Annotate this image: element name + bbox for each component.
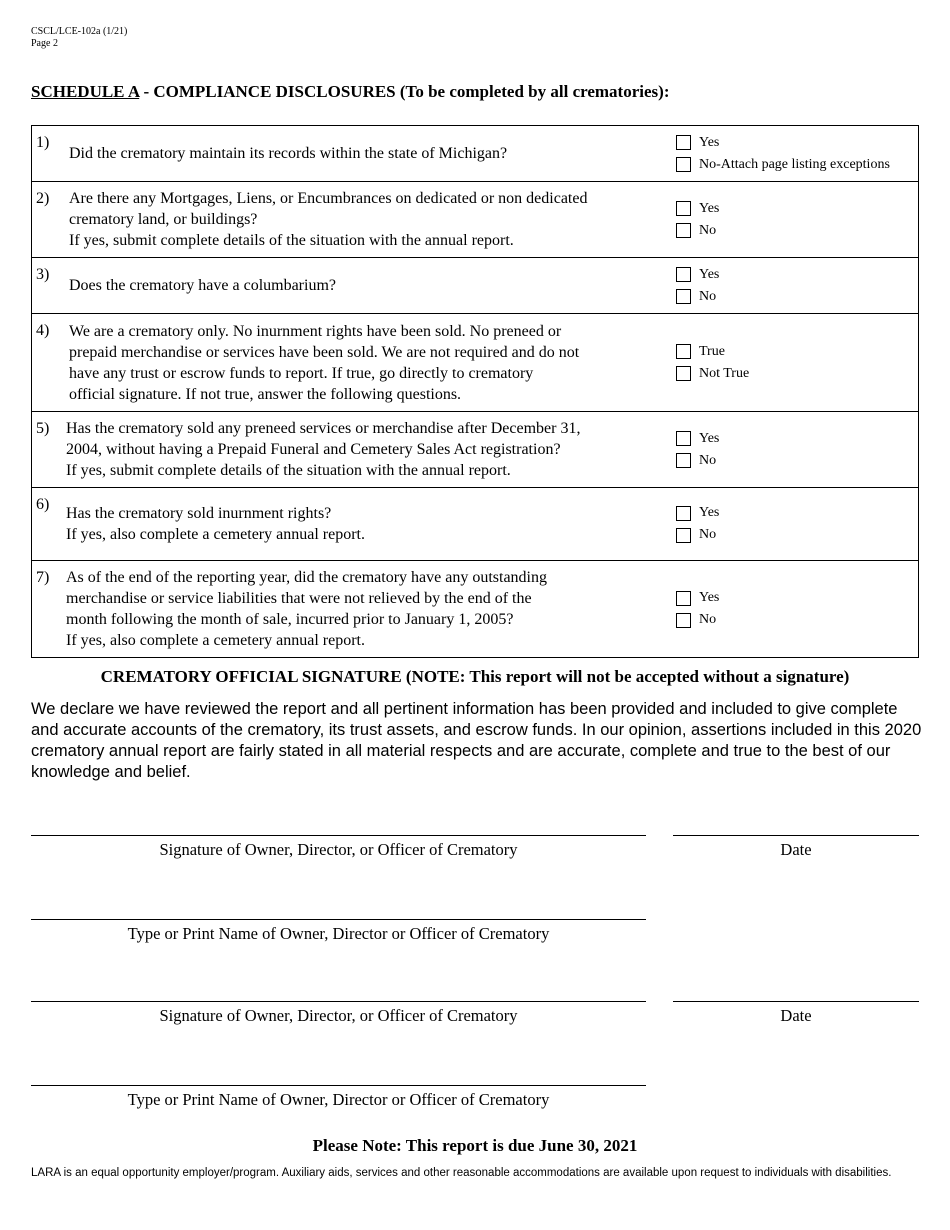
checkbox[interactable] xyxy=(676,157,691,172)
question-cell xyxy=(32,412,671,488)
page-number: Page 2 xyxy=(31,38,58,49)
answer-option[interactable] xyxy=(676,450,918,472)
answer-options xyxy=(670,314,919,412)
answer-option[interactable] xyxy=(676,587,918,609)
question-text-line: prepaid merchandise or services have been sold. We are not required and do not xyxy=(69,343,580,361)
schedule-label: SCHEDULE A xyxy=(31,82,140,101)
footer-disclaimer: LARA is an equal opportunity employer/program. Auxiliary aids, services and other reasonable accommodations are available upon request to individuals with disabilities. xyxy=(31,1167,892,1179)
option-label: Yes xyxy=(699,266,720,282)
question-row-3 xyxy=(32,258,919,314)
question-number: 3) xyxy=(36,266,50,283)
question-text-line: crematory land, or buildings? xyxy=(69,211,258,228)
date-label-2: Date xyxy=(780,1006,812,1025)
answer-option[interactable] xyxy=(676,428,918,450)
checkbox[interactable] xyxy=(676,366,691,381)
question-text-line: merchandise or service liabilities that were not relieved by the end of the xyxy=(66,590,532,607)
question-text-line: Has the crematory sold inurnment rights? xyxy=(66,505,332,522)
checkbox[interactable] xyxy=(676,135,691,150)
signature-line-1[interactable] xyxy=(31,835,646,836)
question-number: 7) xyxy=(36,569,50,586)
checkbox[interactable] xyxy=(676,431,691,446)
option-label: Yes xyxy=(699,505,720,520)
question-text-line: If yes, also complete a cemetery annual report. xyxy=(66,526,365,543)
question-text-line: Are there any Mortgages, Liens, or Encumbrances on dedicated or non dedicated xyxy=(69,190,588,207)
question-text-line: If yes, submit complete details of the situation with the annual report. xyxy=(69,232,514,249)
question-number: 6) xyxy=(36,496,50,513)
date-label-1: Date xyxy=(780,840,812,859)
checkbox[interactable] xyxy=(676,267,691,282)
question-cell xyxy=(32,258,671,314)
date-line-1[interactable] xyxy=(673,835,919,836)
answer-option[interactable] xyxy=(676,264,918,286)
question-text-line: official signature. If not true, answer the following questions. xyxy=(69,385,462,403)
option-label: True xyxy=(699,343,725,359)
answer-option[interactable] xyxy=(676,524,918,546)
answer-option[interactable] xyxy=(676,198,918,220)
answer-option[interactable] xyxy=(676,502,918,524)
answer-options xyxy=(670,126,919,182)
question-row-5 xyxy=(32,412,919,488)
checkbox[interactable] xyxy=(676,453,691,468)
question-text-line: have any trust or escrow funds to report. If true, go directly to crematory xyxy=(69,364,534,382)
question-text-line: Did the crematory maintain its records within the state of Michigan? xyxy=(69,145,508,162)
question-text-line: If yes, submit complete details of the situation with the annual report. xyxy=(66,462,511,479)
print-name-line-2[interactable] xyxy=(31,1085,646,1086)
declaration-text: We declare we have reviewed the report and all pertinent information has been provided and included to give complete and accurate accounts of the crematory, its trust assets, and escrow funds. In our opinion, assertions included in this 2020 crematory annual report are fairly stated in all material respects and are accurate, complete and true to the best of our knowledge and belief. xyxy=(31,700,922,781)
option-label: Yes xyxy=(699,200,720,216)
signature-label-1: Signature of Owner, Director, or Officer of Crematory xyxy=(159,840,518,859)
signature-line-2[interactable] xyxy=(31,1001,646,1002)
answer-options xyxy=(670,488,919,561)
question-text xyxy=(32,497,670,551)
question-cell xyxy=(32,488,671,561)
signature-heading: CREMATORY OFFICIAL SIGNATURE (NOTE: This report will not be accepted without a signature) xyxy=(100,667,850,686)
question-text-line: As of the end of the reporting year, did the crematory have any outstanding xyxy=(66,569,547,586)
answer-option[interactable] xyxy=(676,341,918,363)
checkbox[interactable] xyxy=(676,613,691,628)
question-text-line: We are a crematory only. No inurnment rights have been sold. No preneed or xyxy=(69,322,562,340)
question-cell xyxy=(32,126,671,182)
question-text xyxy=(32,269,670,302)
option-label: No xyxy=(699,222,717,238)
signature-label-2: Signature of Owner, Director, or Officer of Crematory xyxy=(159,1006,518,1025)
question-text xyxy=(32,137,670,170)
answer-options xyxy=(670,412,919,488)
option-label: No-Attach page listing exceptions xyxy=(699,156,890,172)
question-row-7 xyxy=(32,561,919,658)
question-cell xyxy=(32,182,671,258)
option-label: No xyxy=(699,452,717,468)
checkbox[interactable] xyxy=(676,591,691,606)
question-number: 4) xyxy=(36,322,50,339)
checkbox[interactable] xyxy=(676,201,691,216)
question-text xyxy=(32,561,670,657)
question-row-2 xyxy=(32,182,919,258)
question-number: 5) xyxy=(36,420,50,437)
due-date-note: Please Note: This report is due June 30, 2021 xyxy=(312,1136,638,1155)
question-row-6 xyxy=(32,488,919,561)
question-number: 1) xyxy=(36,134,50,151)
option-label: No xyxy=(699,527,717,542)
form-number: CSCL/LCE-102a (1/21) xyxy=(31,26,128,37)
checkbox[interactable] xyxy=(676,506,691,521)
answer-option[interactable] xyxy=(676,609,918,631)
answer-option[interactable] xyxy=(676,132,918,154)
schedule-title xyxy=(31,82,669,102)
question-text xyxy=(32,412,670,487)
print-name-label-1: Type or Print Name of Owner, Director or Officer of Crematory xyxy=(127,924,550,943)
checkbox[interactable] xyxy=(676,223,691,238)
option-label: Yes xyxy=(699,134,720,150)
question-row-4 xyxy=(32,314,919,412)
date-line-2[interactable] xyxy=(673,1001,919,1002)
question-text-line: Does the crematory have a columbarium? xyxy=(69,277,336,294)
answer-option[interactable] xyxy=(676,154,918,176)
compliance-questions-table xyxy=(31,125,919,658)
question-text-line: month following the month of sale, incurred prior to January 1, 2005? xyxy=(66,611,514,628)
answer-options xyxy=(670,258,919,314)
option-label: Yes xyxy=(699,430,720,446)
answer-option[interactable] xyxy=(676,220,918,242)
answer-options xyxy=(670,561,919,658)
print-name-line-1[interactable] xyxy=(31,919,646,920)
question-text-line: If yes, also complete a cemetery annual report. xyxy=(66,632,365,649)
checkbox[interactable] xyxy=(676,528,691,543)
question-text-line: Has the crematory sold any preneed services or merchandise after December 31, xyxy=(66,420,581,437)
question-row-1 xyxy=(32,126,919,182)
answer-option[interactable] xyxy=(676,286,918,308)
checkbox[interactable] xyxy=(676,344,691,359)
option-label: Yes xyxy=(699,590,720,605)
schedule-title-rest: - COMPLIANCE DISCLOSURES (To be completed by all crematories): xyxy=(139,82,670,101)
print-name-label-2: Type or Print Name of Owner, Director or Officer of Crematory xyxy=(127,1090,550,1109)
question-number: 2) xyxy=(36,190,50,207)
form-code xyxy=(31,26,127,50)
question-text xyxy=(32,315,670,411)
option-label: No xyxy=(699,288,717,304)
checkbox[interactable] xyxy=(676,289,691,304)
question-cell xyxy=(32,561,671,658)
answer-option[interactable] xyxy=(676,363,918,385)
question-cell xyxy=(32,314,671,412)
question-text xyxy=(32,182,670,257)
answer-options xyxy=(670,182,919,258)
question-text-line: 2004, without having a Prepaid Funeral and Cemetery Sales Act registration? xyxy=(66,441,561,458)
option-label: No xyxy=(699,612,717,627)
option-label: Not True xyxy=(699,365,750,381)
